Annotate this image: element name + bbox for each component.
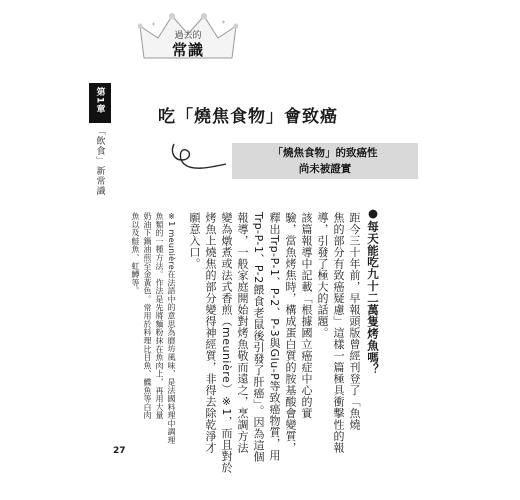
footnote-line: 魚以及鮭魚、虹鱒等。: [131, 212, 140, 295]
body-line: 釋出Trp-P-1、P-2、P-3與Glu-P等致癌物質，用: [268, 212, 281, 461]
chapter-number: 第1章: [94, 87, 105, 115]
header-badge: [138, 12, 238, 60]
body-line: 焦的部分有致癌疑慮」這樣一篇極具衝擊性的報: [332, 212, 345, 454]
body-line: 報導，一般家庭開始對烤魚敬而遠之，烹調方法: [236, 212, 249, 454]
page-title: 吃「燒焦食物」會致癌: [158, 107, 338, 127]
footnote-line: ※1 meunière在法語中的意思為磨坊風味，是法國料理中調理: [167, 212, 176, 445]
chapter-label-text: 「飲食」新常識: [94, 126, 105, 196]
swirl-arrow-icon: [168, 138, 230, 174]
badge-subtitle: 過去的: [174, 31, 202, 41]
footnote-line: 奶油下鍋油煎至金黃色。常用於料理比目魚、鰈魚等白肉: [143, 212, 152, 420]
body-line: Trp-P-1、P-2餵食老鼠後引發了肝癌」。因為這個: [252, 212, 265, 463]
body-line: 變為燉煮或法式香煎（meunière）※1，而且對於: [220, 212, 233, 474]
subtitle-box: [232, 143, 418, 179]
chapter-label: [89, 126, 111, 196]
body-line: 距今三十年前，早報頭版曾經刊登了「魚燒: [348, 212, 361, 431]
badge-title: 常識: [171, 41, 204, 59]
body-line: 該篇報導中記載「根據國立癌症中心的實: [300, 212, 313, 419]
body-line: 願意入口。: [188, 212, 201, 270]
subtitle-line-2: 尚未被證實: [298, 163, 352, 175]
article-heading: ●每天能吃九十二萬隻烤魚嗎？: [366, 206, 380, 376]
subtitle-line-1: 「燒焦食物」的致癌性: [272, 147, 378, 159]
page-number: 27: [113, 446, 126, 456]
chapter-tab: [89, 83, 111, 123]
body-line: 驗，當魚烤焦時，構成蛋白質的胺基酸會變質，: [284, 212, 297, 454]
footnote-line: 魚類的一種方法。作法是先將麵粉抹在魚肉上，再用大量: [155, 212, 164, 420]
body-line: 烤魚上燒焦的部分變得神經質，非得去除乾淨才: [204, 212, 217, 454]
body-line: 導，引發了極大的話題。: [316, 212, 329, 339]
